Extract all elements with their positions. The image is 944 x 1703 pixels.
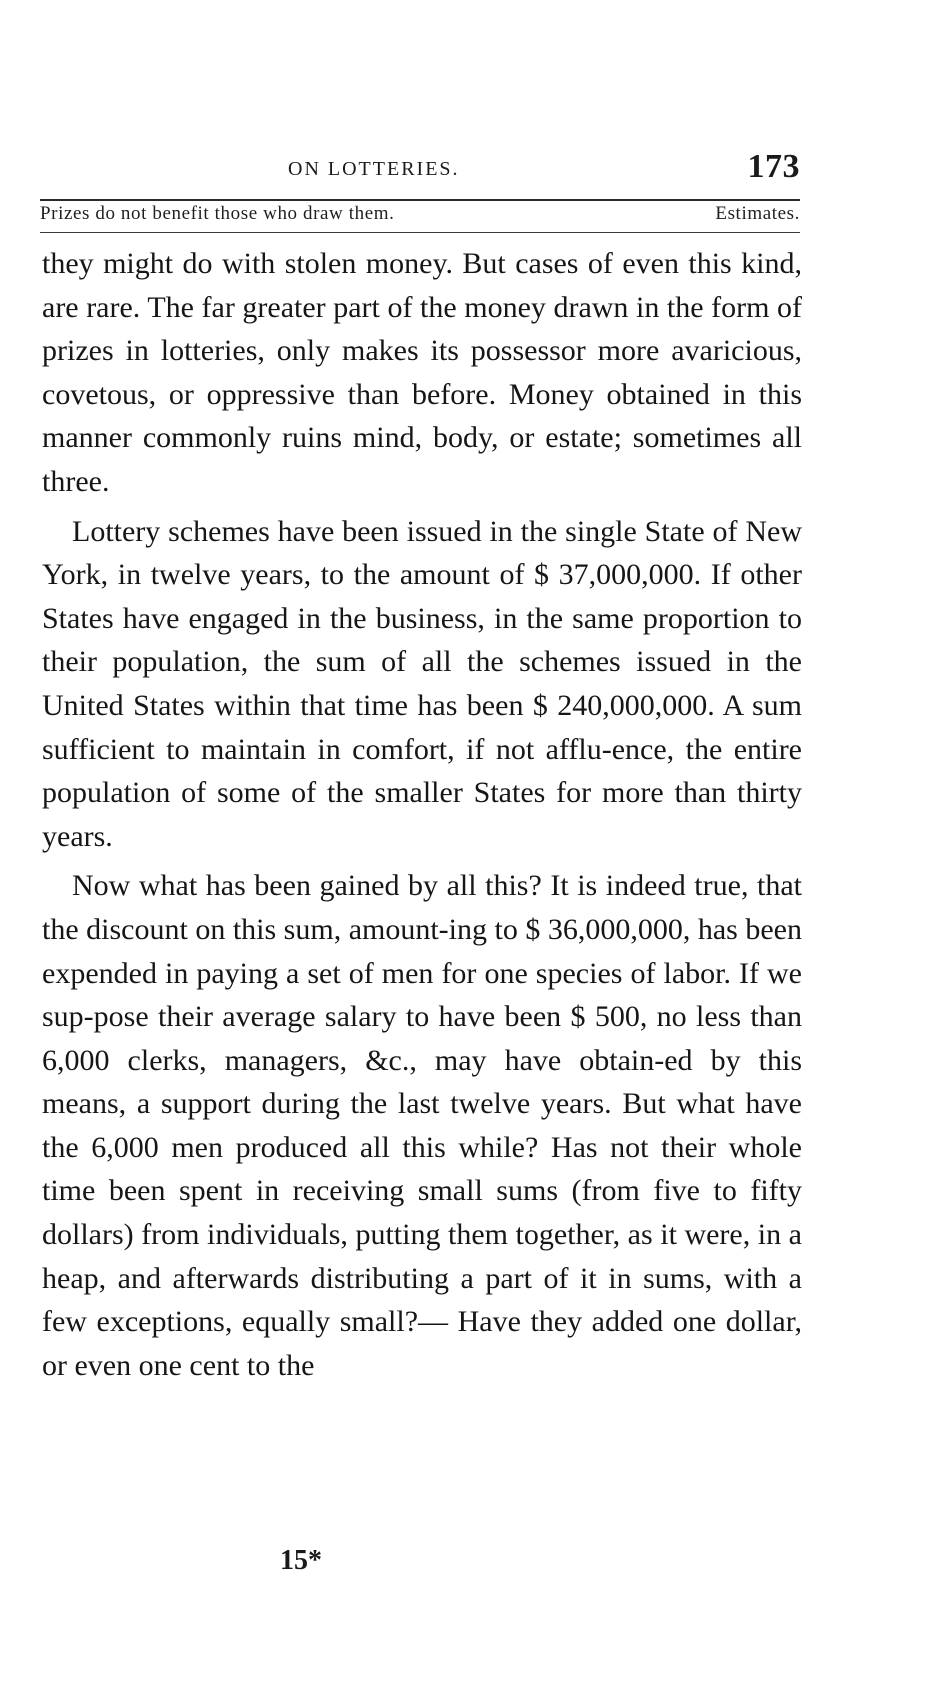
signature-mark: 15* (280, 1545, 322, 1576)
running-title: ON LOTTERIES. (288, 158, 460, 180)
paragraph-text: Lottery schemes have been issued in the single State of New York, in twelve years, to the amount of $ 37,000,000. If other States have engaged in the business, in the same proportion to their population, the sum of all the schemes issued in the United States within that time has been $ 240,000,000. A sum sufficient to maintain in comfort, if not afflu-ence, the entire population of some of the smaller States for more than thirty years. (42, 514, 802, 853)
paragraph (42, 864, 802, 1387)
body-text (42, 242, 802, 1393)
paragraph-text: Now what has been gained by all this? It is indeed true, that the discount on this sum, amount-ing to $ 36,000,000, has been expended in paying a set of men for one species of labor. If we sup-pose their average salary to have been $ 500, no less than 6,000 clerks, managers, &c., may have obtain-ed by this means, a support during the last twelve years. But what have the 6,000 men produced all this while? Has not their whole time been spent in receiving small sums (from five to fifty dollars) from individuals, putting them together, as it were, in a heap, and afterwards distributing a part of it in sums, with a few exceptions, equally small?— Have they added one dollar, or even one cent to the (42, 869, 802, 1382)
paragraph: they might do with stolen money. But cases of even this kind, are rare. The far greater part of the money drawn in the form of prizes in lotteries, only makes its possessor more avaricious, covetous, or oppressive than before. Money obtained in this manner commonly ruins mind, body, or estate; sometimes all three. (42, 247, 802, 498)
subhead-topic: Prizes do not benefit those who draw them. (40, 203, 395, 224)
subhead-section: Estimates. (715, 203, 800, 224)
subhead-rule (40, 232, 800, 233)
section-subhead (40, 203, 800, 231)
header-rule (40, 199, 800, 201)
running-head (40, 148, 800, 196)
page-number: 173 (747, 148, 800, 185)
paragraph (42, 510, 802, 859)
